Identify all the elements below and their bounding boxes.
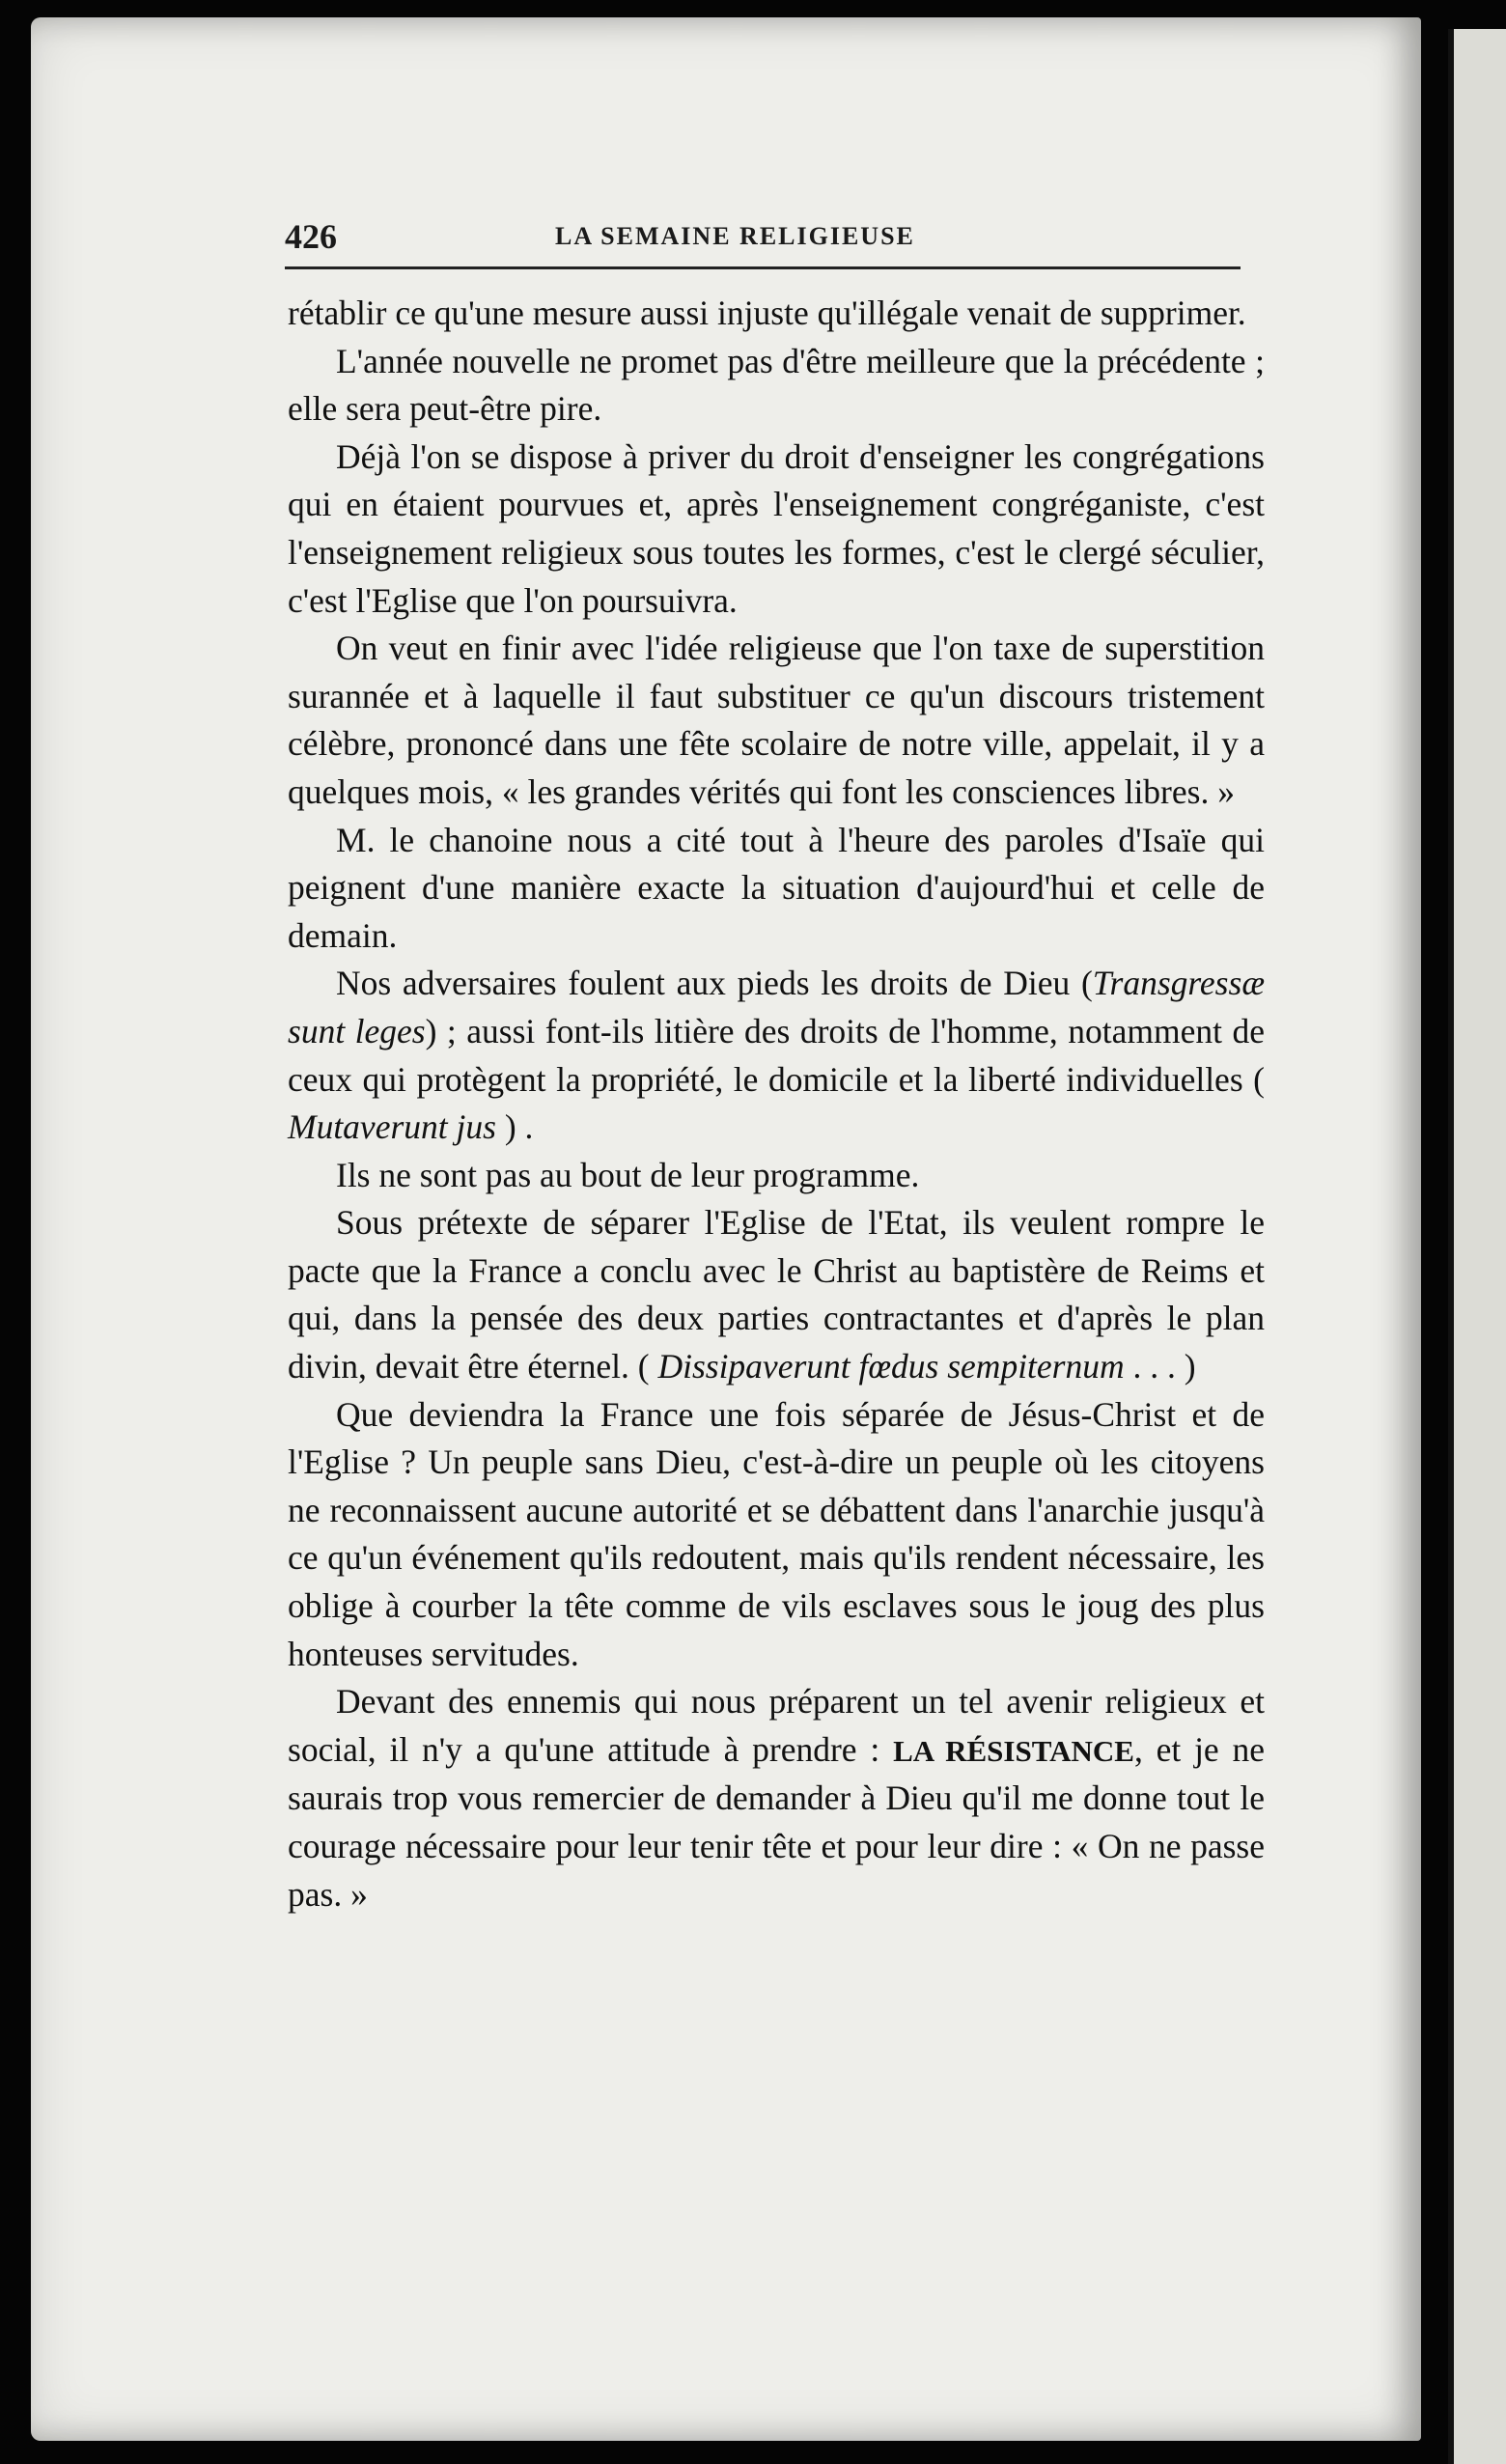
- text-segment: M. le chanoine nous a cité tout à l'heure des paroles d'Isaïe qui peignent d'une manière exacte la situation d'aujourd'hui et celle de demain.: [288, 820, 1265, 955]
- paragraph: [288, 960, 1265, 1151]
- italic-text: Dissipaverunt fœdus sempiternum: [657, 1347, 1125, 1386]
- paragraph: [288, 338, 1265, 434]
- running-header: [285, 216, 1241, 269]
- paragraph: [288, 1678, 1265, 1918]
- paragraph: [288, 1391, 1265, 1679]
- paragraph: [288, 434, 1265, 625]
- smallcaps-text: LA RÉSISTANCE: [893, 1733, 1134, 1768]
- paragraph: [288, 290, 1265, 338]
- italic-text: Mutaverunt jus: [288, 1107, 496, 1147]
- text-segment: Déjà l'on se dispose à priver du droit d'enseigner les congrégations qui en étaient pourvues et, après l'enseignement congréganiste, c'est l'enseignement religieux sous toutes les formes, c'est le clergé séculier, c'est l'Eglise que l'on poursuivra.: [288, 436, 1265, 620]
- facing-page-edge: [1448, 29, 1506, 2464]
- text-segment: ) ; aussi font-ils litière des droits de l'homme, notamment de ceux qui protègent la propriété, le domicile et la liberté individuelles (: [288, 1011, 1265, 1099]
- text-segment: Devant des ennemis qui nous préparent un tel avenir religieux et social, il n'y a qu'une attitude à prendre :: [288, 1682, 1265, 1769]
- text-segment: . . . ): [1124, 1347, 1196, 1386]
- text-segment: Sous prétexte de séparer l'Eglise de l'Etat, ils veulent rompre le pacte que la France a conclu avec le Christ au baptistère de Reims et qui, dans la pensée des deux parties contractantes et d'après le plan divin, devait être éternel. (: [288, 1203, 1265, 1386]
- paragraph: [288, 817, 1265, 961]
- text-segment: Nos adversaires foulent aux pieds les droits de Dieu (: [336, 964, 1093, 1003]
- paragraph: [288, 625, 1265, 816]
- italic-text: Transgressæ sunt leges: [288, 964, 1265, 1050]
- paragraph: [288, 1152, 1265, 1200]
- text-segment: , et je ne saurais trop vous remercier de demander à Dieu qu'il me donne tout le courage nécessaire pour leur tenir tête et pour leur dire : « On ne passe pas. »: [288, 1729, 1266, 1914]
- page-number: 426: [285, 217, 337, 256]
- body-text: [288, 290, 1265, 1918]
- text-segment: L'année nouvelle ne promet pas d'être meilleure que la précédente ; elle sera peut-être pire.: [288, 341, 1265, 429]
- text-segment: On veut en finir avec l'idée religieuse que l'on taxe de superstition surannée et à laquelle il faut substituer ce qu'un discours tristement célèbre, prononcé dans une fête scolaire de notre ville, appelait, il y a quelques mois, « les grandes vérités qui font les consciences libres. »: [288, 629, 1265, 811]
- paragraph: [288, 1199, 1265, 1390]
- text-segment: rétablir ce qu'une mesure aussi injuste qu'illégale venait de supprimer.: [288, 294, 1246, 332]
- text-segment: Que deviendra la France une fois séparée de Jésus-Christ et de l'Eglise ? Un peuple sans Dieu, c'est-à-dire un peuple où les citoyens ne reconnaissent aucune autorité et se débattent dans l'anarchie jusqu'à ce qu'un événement qu'ils redoutent, mais qu'ils rendent nécessaire, les oblige à courber la tête comme de vils esclaves sous le joug des plus honteuses servitudes.: [288, 1394, 1265, 1673]
- text-segment: Ils ne sont pas au bout de leur programme.: [336, 1155, 920, 1194]
- text-segment: ) .: [495, 1107, 534, 1147]
- running-title: LA SEMAINE RELIGIEUSE: [555, 222, 915, 250]
